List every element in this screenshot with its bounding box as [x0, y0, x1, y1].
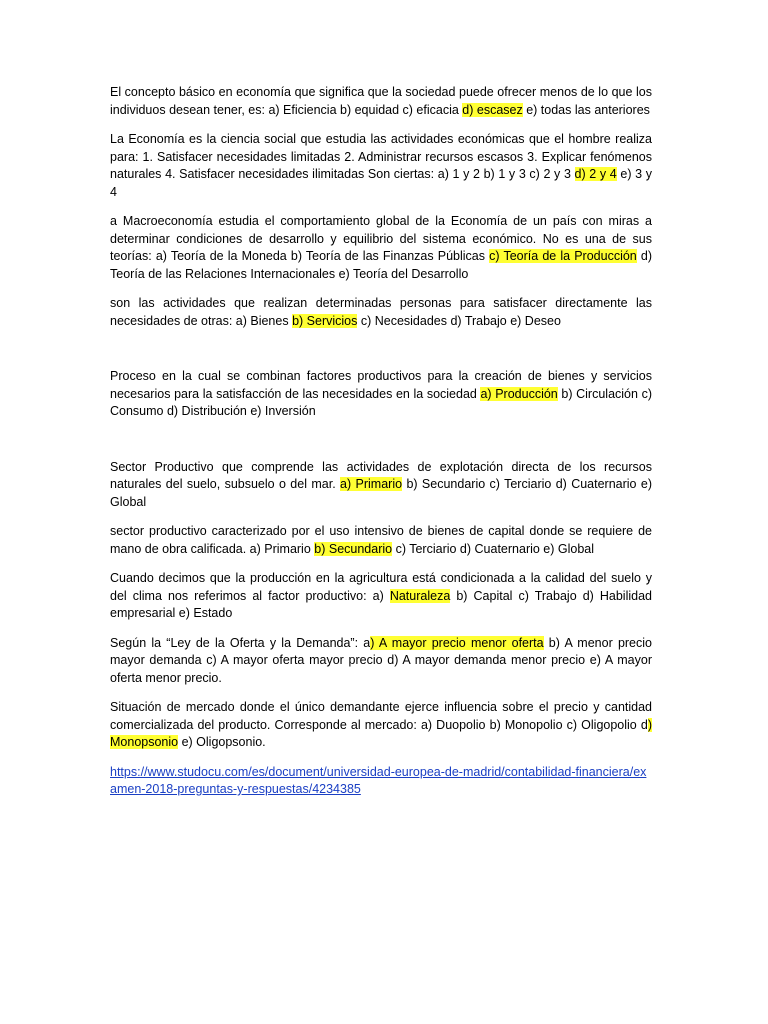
source-link-paragraph — [110, 764, 652, 799]
question-text: Situación de mercado donde el único demandante ejerce influencia sobre el precio y cantidad comercializada del producto. Corresponde al mercado: a) Duopolio b) Monopolio c) Oligopolio d — [110, 700, 652, 732]
question-text: son las actividades que realizan determinadas personas para satisfacer directamente las necesidades de otras: a) Bienes — [110, 296, 652, 328]
question-9 — [110, 635, 652, 688]
highlighted-answer: d) 2 y 4 — [574, 167, 617, 181]
highlighted-answer: a) Producción — [480, 386, 558, 401]
source-link[interactable]: https://www.studocu.com/es/document/universidad-europea-de-madrid/contabilidad-financiera/examen-2018-preguntas-y-respuestas/4234385 — [110, 764, 647, 796]
question-text: Proceso en la cual se combinan factores productivos para la creación de bienes y servicios necesarios para la satisfacción de las necesidades en la sociedad — [110, 369, 652, 401]
question-4 — [110, 295, 652, 330]
highlighted-answer: ) Monopsonio — [110, 717, 652, 749]
question-10 — [110, 699, 652, 752]
question-6 — [110, 459, 652, 512]
question-text: Cuando decimos que la producción en la agricultura está condicionada a la calidad del suelo y del clima nos referimos al factor productivo: a) — [110, 571, 652, 603]
question-text: b) A menor precio mayor demanda c) A mayor oferta mayor precio d) A mayor demanda menor precio e) A mayor oferta menor precio. — [110, 635, 652, 685]
question-text: b) Capital c) Trabajo d) Habilidad empresarial e) Estado — [110, 588, 652, 620]
question-7 — [110, 523, 652, 558]
question-text: c) Necesidades d) Trabajo e) Deseo — [357, 313, 561, 328]
question-2 — [110, 131, 652, 201]
highlighted-answer: b) Secundario — [314, 541, 393, 556]
question-8 — [110, 570, 652, 623]
highlighted-answer: c) Teoría de la Producción — [489, 249, 637, 263]
document-page — [110, 84, 652, 811]
question-3 — [110, 213, 652, 283]
question-1 — [110, 84, 652, 119]
highlighted-answer: a) Primario — [340, 477, 403, 491]
highlighted-answer: ) A mayor precio menor oferta — [370, 635, 544, 650]
question-text: b) Secundario c) Terciario d) Cuaternario e) Global — [110, 477, 652, 509]
question-text: e) Oligopsonio. — [178, 735, 266, 749]
question-text: e) 3 y 4 — [110, 167, 652, 199]
question-text: Sector Productivo que comprende las actividades de explotación directa de los recursos naturales del suelo, subsuelo o del mar. — [110, 459, 652, 491]
question-text: Según la “Ley de la Oferta y la Demanda”: a — [110, 635, 371, 650]
highlighted-answer: d) escasez — [462, 102, 523, 117]
question-text: b) Circulación c) Consumo d) Distribución e) Inversión — [110, 386, 652, 418]
highlighted-answer: b) Servicios — [292, 313, 358, 328]
question-text: c) Terciario d) Cuaternario e) Global — [392, 541, 595, 556]
question-5 — [110, 368, 652, 421]
question-text: a Macroeconomía estudia el comportamiento global de la Economía de un país con miras a determinar condiciones de desarrollo y equilibrio del sistema económico. No es una de sus teorías: a) Teoría de la Moneda b) Teoría de las Finanzas Públicas — [110, 214, 652, 263]
question-text: e) todas las anteriores — [522, 102, 650, 117]
highlighted-answer: Naturaleza — [389, 588, 451, 603]
question-text: d) Teoría de las Relaciones Internacionales e) Teoría del Desarrollo — [110, 249, 652, 281]
question-text: El concepto básico en economía que significa que la sociedad puede ofrecer menos de lo que los individuos desean tener, es: a) Eficiencia b) equidad c) eficacia — [110, 85, 652, 117]
question-text: La Economía es la ciencia social que estudia las actividades económicas que el hombre realiza para: 1. Satisfacer necesidades limitadas 2. Administrar recursos escasos 3. Explicar fenómenos naturales 4. Satisfacer necesidades ilimitadas Son ciertas: a) 1 y 2 b) 1 y 3 c) 2 y 3 — [110, 132, 652, 181]
question-text: sector productivo caracterizado por el uso intensivo de bienes de capital donde se requiere de mano de obra calificada. a) Primario — [110, 524, 652, 556]
